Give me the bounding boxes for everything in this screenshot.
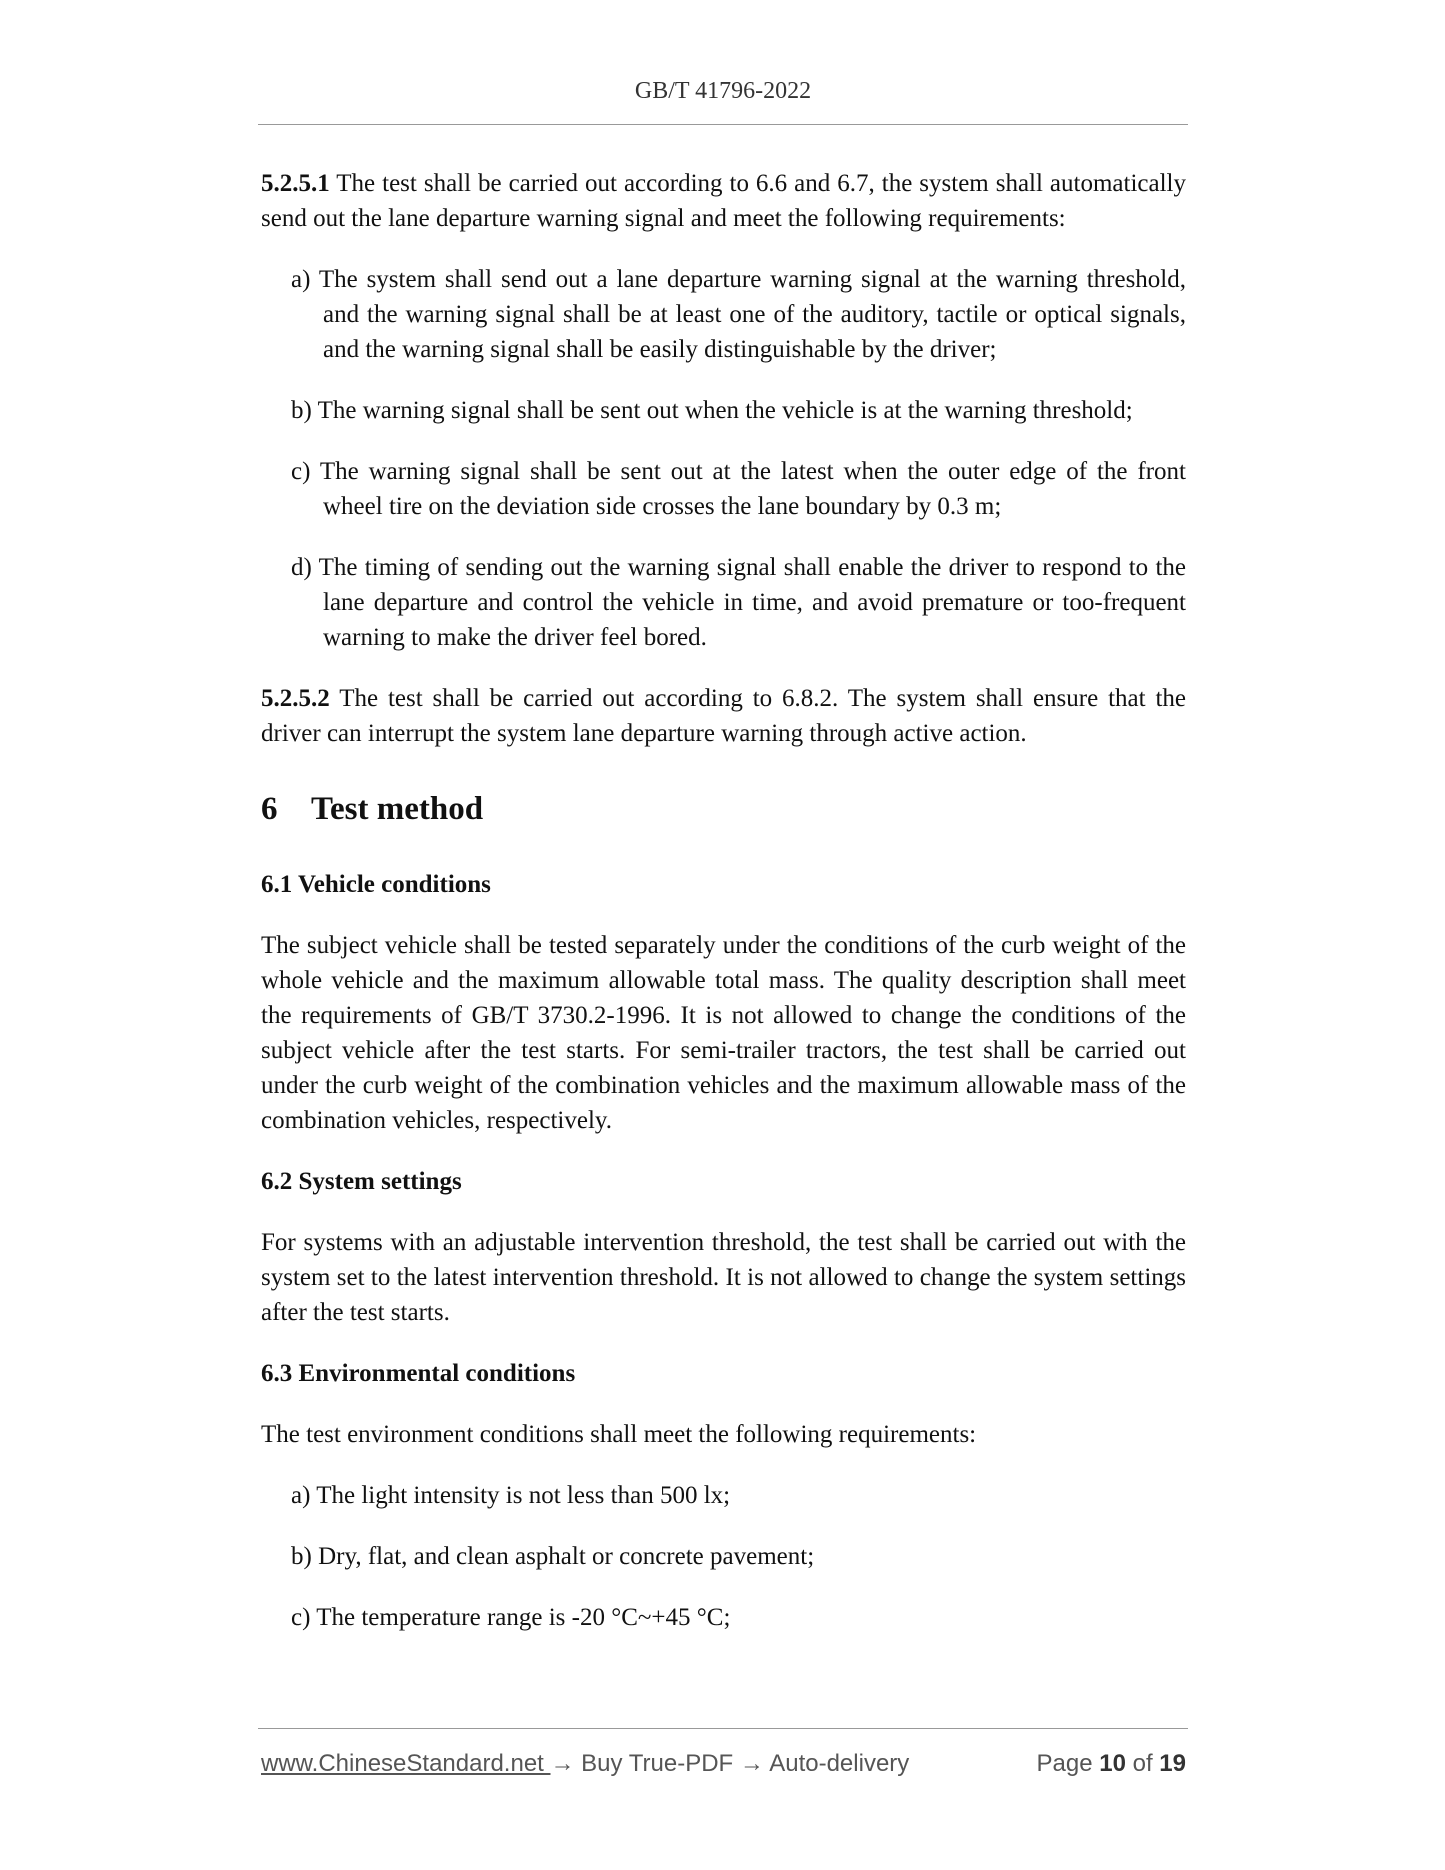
delivery-text: Auto-delivery: [763, 1750, 910, 1777]
paragraph-6-2: For systems with an adjustable intervention threshold, the test shall be carried out with the system set to the latest intervention threshold. It is not allowed to change the system settings after the test starts.: [261, 1229, 1186, 1326]
subsection-heading-6-3: 6.3 Environmental conditions: [261, 1360, 576, 1387]
header-divider: [258, 124, 1188, 125]
website-link[interactable]: www.ChineseStandard.net: [261, 1750, 551, 1777]
list-item: d) The timing of sending out the warning signal shall enable the driver to respond to the lane departure and control the vehicle in time, and avoid premature or too-frequent warning to make the driver feel bored.: [291, 554, 1186, 651]
page-header: GB/T 41796-2022: [634, 78, 812, 104]
subsection-heading-6-2: 6.2 System settings: [261, 1168, 462, 1195]
list-item: b) The warning signal shall be sent out when the vehicle is at the warning threshold;: [291, 397, 1133, 424]
clause-5-2-5-2: [261, 681, 1186, 751]
clause-text: The test shall be carried out according to 6.6 and 6.7, the system shall automatically send out the lane departure warning signal and meet the following requirements:: [261, 170, 1186, 232]
page-label: Page: [1036, 1750, 1100, 1777]
section-heading-6: [261, 789, 1186, 829]
clause-text: The test shall be carried out according to 6.8.2. The system shall ensure that the driver can interrupt the system lane departure warning through active action.: [261, 685, 1186, 747]
section-title: Test method: [311, 791, 484, 827]
list-item: c) The warning signal shall be sent out at the latest when the outer edge of the front wheel tire on the deviation side crosses the lane boundary by 0.3 m;: [291, 458, 1186, 520]
page-content: [261, 166, 1186, 1661]
list-item: c) The temperature range is -20 °C~+45 °C;: [291, 1604, 731, 1631]
footer-divider: [258, 1728, 1188, 1729]
list-item: a) The system shall send out a lane departure warning signal at the warning threshold, and the warning signal shall be at least one of the auditory, tactile or optical signals, and the warning signal shall be easily distinguishable by the driver;: [291, 266, 1186, 363]
clause-number: 5.2.5.2: [261, 685, 330, 712]
list-item: b) Dry, flat, and clean asphalt or concrete pavement;: [291, 1543, 815, 1570]
clause-5-2-5-1: [261, 166, 1186, 236]
section-number: 6: [261, 791, 278, 827]
total-pages: 19: [1159, 1750, 1186, 1777]
paragraph-6-3: The test environment conditions shall meet the following requirements:: [261, 1421, 977, 1448]
list-item: a) The light intensity is not less than 500 lx;: [291, 1482, 731, 1509]
page-indicator: [1037, 1748, 1186, 1780]
arrow-right-icon: →: [739, 1750, 764, 1777]
footer-promo: [261, 1748, 909, 1780]
buy-text: Buy True-PDF: [574, 1750, 740, 1777]
of-label: of: [1125, 1750, 1160, 1777]
page-number: 10: [1099, 1750, 1126, 1777]
paragraph-6-1: The subject vehicle shall be tested separately under the conditions of the curb weight of the whole vehicle and the maximum allowable total mass. The quality description shall meet the requirements of GB/T 3730.2-1996. It is not allowed to change the conditions of the subject vehicle after the test starts. For semi-trailer tractors, the test shall be carried out under the curb weight of the combination vehicles and the maximum allowable mass of the combination vehicles, respectively.: [261, 932, 1186, 1134]
arrow-right-icon: →: [550, 1750, 575, 1777]
clause-number: 5.2.5.1: [261, 170, 330, 197]
subsection-heading-6-1: 6.1 Vehicle conditions: [261, 871, 491, 898]
